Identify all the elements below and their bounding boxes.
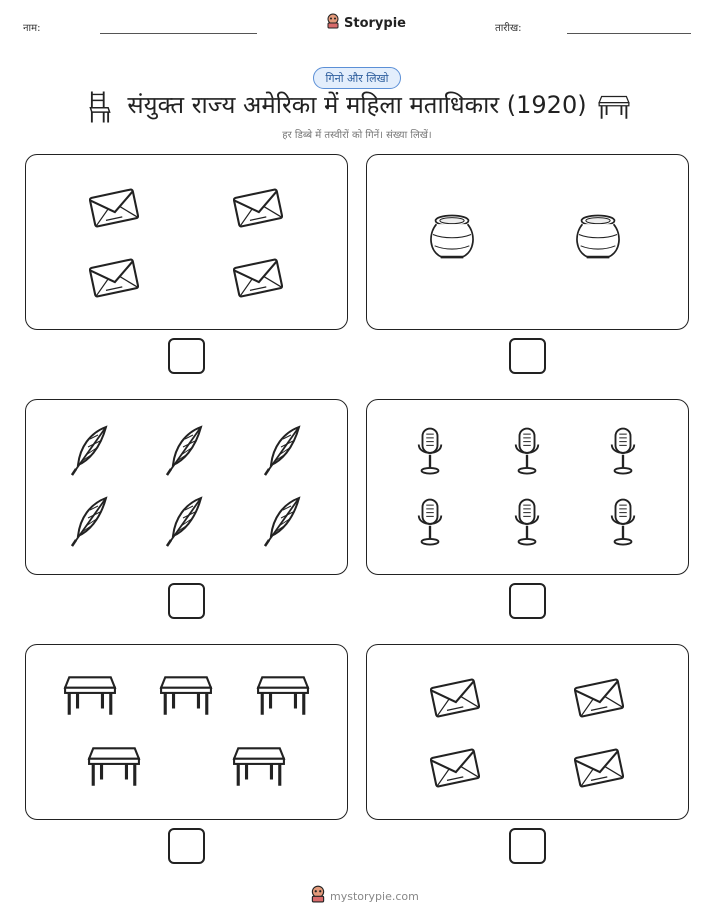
counting-panel-6 — [366, 644, 689, 820]
envelope-icon — [89, 187, 139, 233]
pot-icon — [572, 213, 624, 267]
microphone-icon — [608, 425, 638, 481]
storypie-logo-icon — [326, 13, 340, 33]
microphone-icon — [415, 425, 445, 481]
counting-panel-4 — [366, 399, 689, 575]
counting-panel-5 — [25, 644, 348, 820]
envelope-icon — [233, 187, 283, 233]
quill-feather-icon — [259, 425, 305, 481]
table-icon — [159, 673, 213, 721]
microphone-icon — [608, 496, 638, 552]
quill-feather-icon — [66, 496, 112, 552]
table-icon — [232, 744, 286, 792]
footer-url[interactable]: mystorypie.com — [330, 889, 419, 903]
answer-box-1[interactable] — [168, 338, 205, 374]
answer-box-5[interactable] — [168, 828, 205, 864]
name-label: नाम: — [23, 23, 41, 34]
answer-box-3[interactable] — [168, 583, 205, 619]
envelope-icon — [574, 677, 624, 723]
page-title: संयुक्त राज्य अमेरिका में महिला मताधिकार (1920) — [127, 91, 587, 119]
envelope-icon — [233, 257, 283, 303]
counting-panel-1 — [25, 154, 348, 330]
table-icon — [597, 94, 631, 124]
envelope-icon — [430, 747, 480, 793]
answer-box-6[interactable] — [509, 828, 546, 864]
counting-panel-2 — [366, 154, 689, 330]
quill-feather-icon — [161, 496, 207, 552]
microphone-icon — [512, 425, 542, 481]
storypie-logo-icon — [310, 885, 326, 907]
envelope-icon — [574, 747, 624, 793]
answer-box-4[interactable] — [509, 583, 546, 619]
microphone-icon — [512, 496, 542, 552]
date-line[interactable] — [567, 33, 691, 34]
table-icon — [87, 744, 141, 792]
brand-logo — [326, 13, 406, 33]
counting-panel-3 — [25, 399, 348, 575]
quill-feather-icon — [161, 425, 207, 481]
pot-icon — [426, 213, 478, 267]
date-label: तारीख: — [495, 23, 522, 34]
footer — [310, 885, 419, 907]
answer-box-2[interactable] — [509, 338, 546, 374]
table-icon — [63, 673, 117, 721]
envelope-icon — [89, 257, 139, 303]
quill-feather-icon — [66, 425, 112, 481]
instructions: हर डिब्बे में तस्वीरों को गिनें। संख्या लिखें। — [282, 130, 432, 141]
name-line[interactable] — [100, 33, 257, 34]
activity-badge: गिनो और लिखो — [313, 67, 401, 89]
brand-name: Storypie — [344, 15, 406, 31]
quill-feather-icon — [259, 496, 305, 552]
envelope-icon — [430, 677, 480, 723]
microphone-icon — [415, 496, 445, 552]
table-icon — [256, 673, 310, 721]
